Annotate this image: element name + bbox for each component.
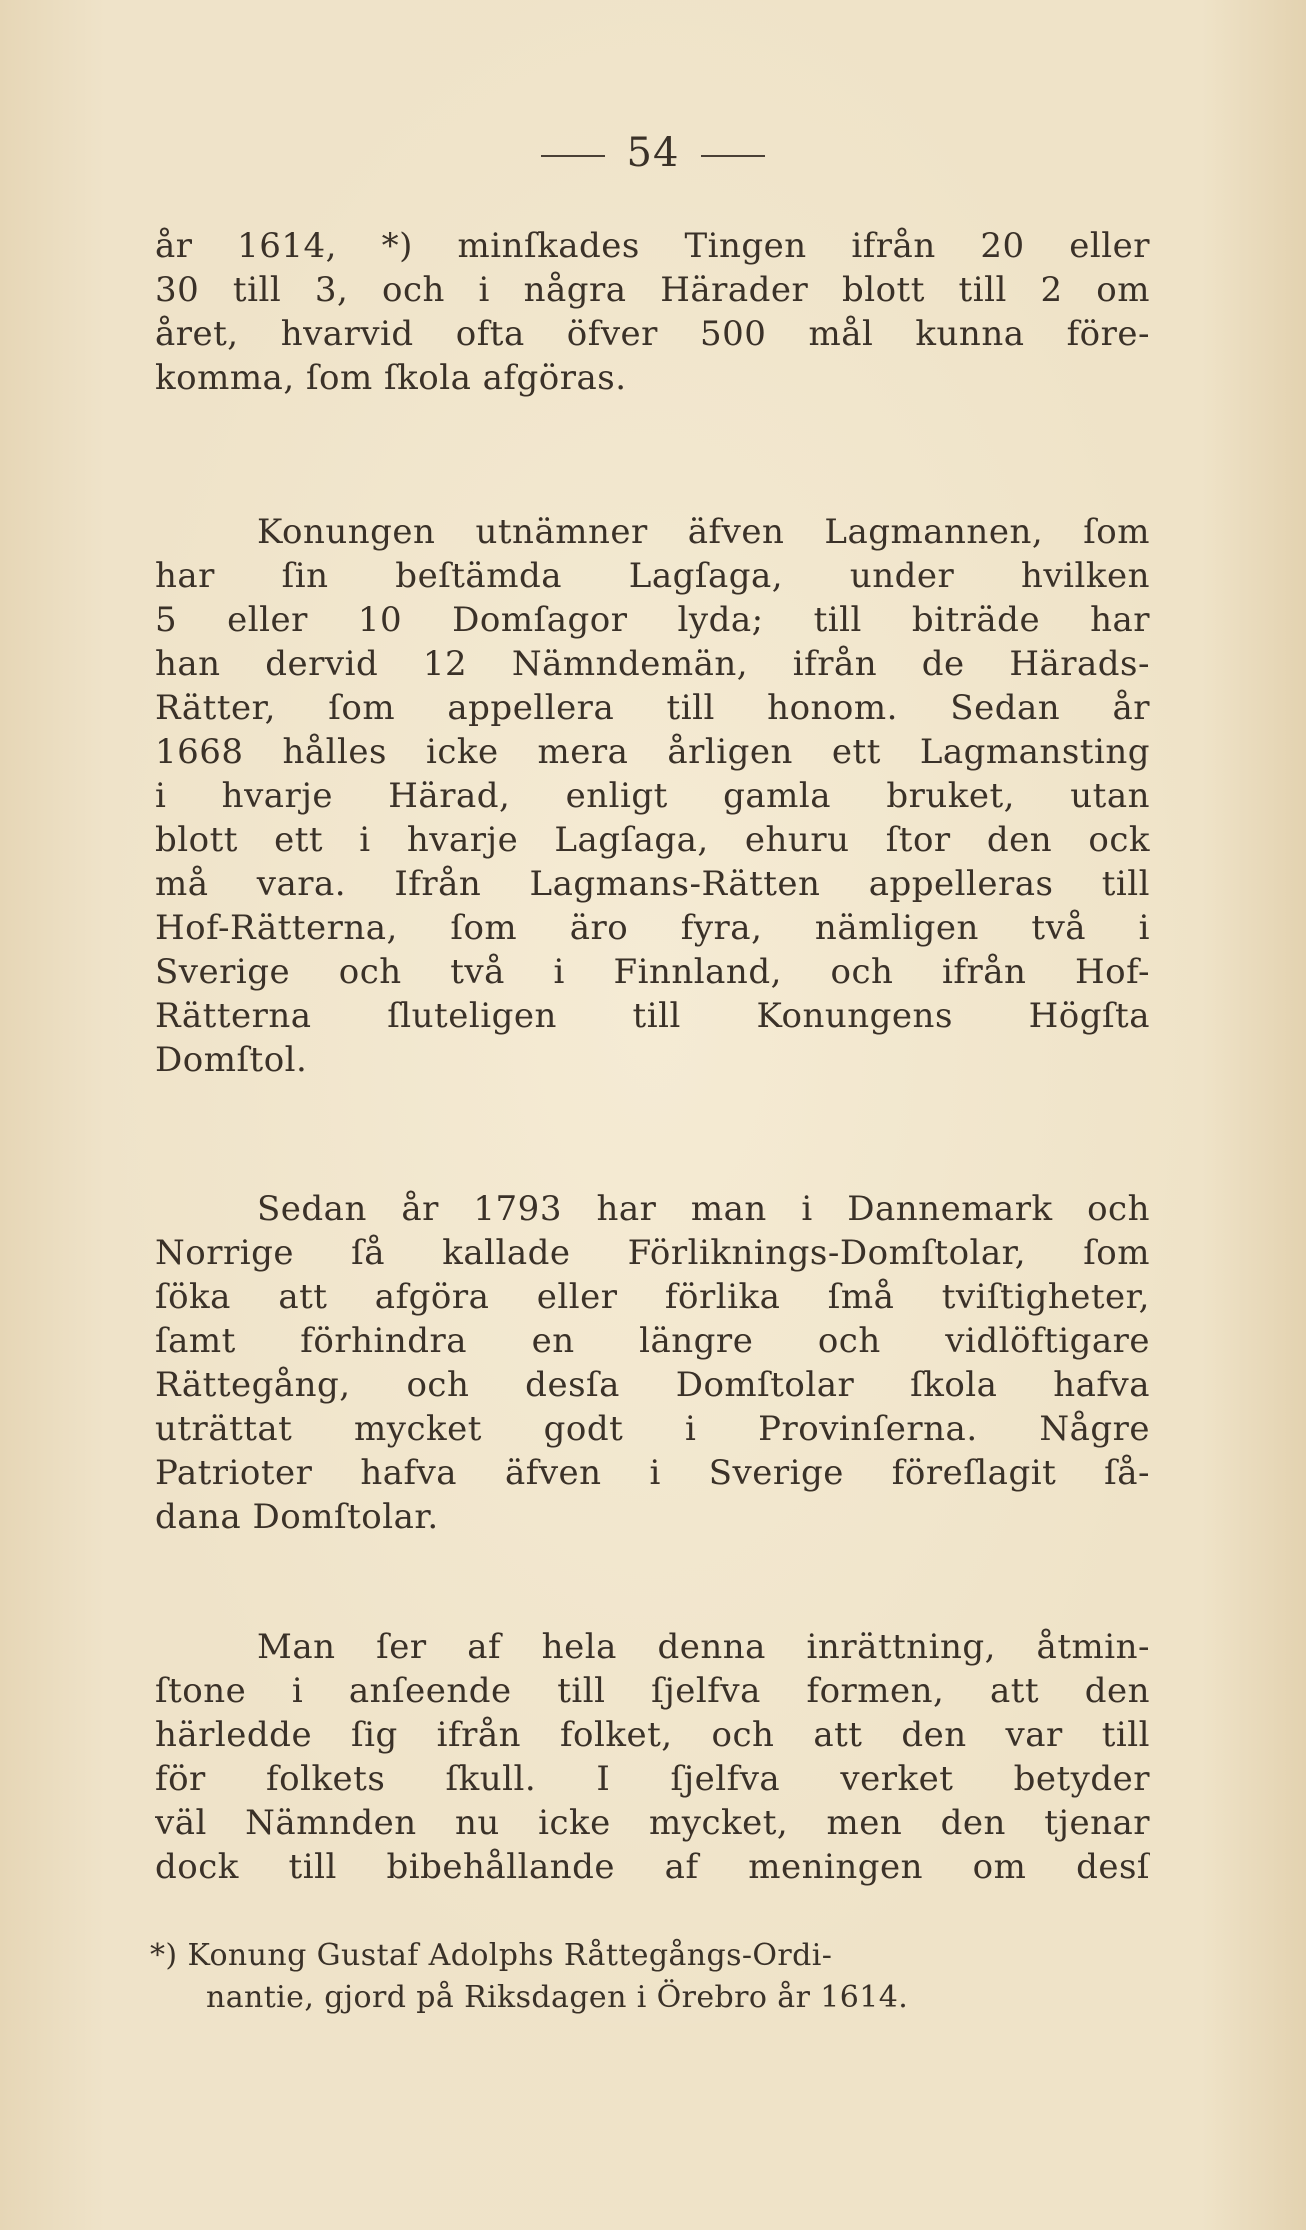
text-line: ſöka att afgöra eller förlika ſmå tviſtigheter, xyxy=(155,1277,1150,1317)
text-line: väl Nämnden nu icke mycket, men den tjenar xyxy=(155,1803,1150,1843)
text-line: Konungen utnämner äfven Lagmannen, ſom xyxy=(257,512,1150,552)
footnote-line: *) Konung Gustaf Adolphs Råttegångs-Ordi- xyxy=(150,1938,833,1973)
text-line: Norrige ſå kallade Förliknings-Domſtolar, ſom xyxy=(155,1233,1150,1273)
footnote xyxy=(150,1935,1150,2019)
text-line: Rätter, ſom appellera till honom. Sedan år xyxy=(155,688,1150,728)
text-line: Rätterna ſluteligen till Konungens Högſta xyxy=(155,996,1150,1036)
text-line: blott ett i hvarje Lagſaga, ehuru ſtor den ock xyxy=(155,820,1150,860)
paragraph-4 xyxy=(155,1625,1150,1889)
page-number: 54 xyxy=(626,130,680,176)
text-line: har ſin beſtämda Lagſaga, under hvilken xyxy=(155,556,1150,596)
text-line: året, hvarvid ofta öfver 500 mål kunna före- xyxy=(155,314,1150,354)
left-rule xyxy=(541,155,605,157)
text-line: Domſtol. xyxy=(155,1040,308,1080)
text-line: uträttat mycket godt i Provinſerna. Någre xyxy=(155,1409,1150,1449)
text-line: han dervid 12 Nämndemän, ifrån de Härads- xyxy=(155,644,1150,684)
text-line: 5 eller 10 Domſagor lyda; till biträde har xyxy=(155,600,1150,640)
text-line: må vara. Ifrån Lagmans-Rätten appelleras till xyxy=(155,864,1150,904)
text-line: år 1614, *) minſkades Tingen ifrån 20 eller xyxy=(155,226,1150,266)
text-line: ſtone i anſeende till ſjelfva formen, att den xyxy=(155,1671,1150,1711)
right-rule xyxy=(701,155,765,157)
text-line: härledde ſig ifrån folket, och att den var till xyxy=(155,1715,1150,1755)
text-line: 1668 hålles icke mera årligen ett Lagmansting xyxy=(155,732,1150,772)
text-line: för folkets ſkull. I ſjelfva verket betyder xyxy=(155,1759,1150,1799)
text-line: Rättegång, och desſa Domſtolar ſkola hafva xyxy=(155,1365,1150,1405)
text-line: Man ſer af hela denna inrättning, åtmin- xyxy=(257,1627,1150,1667)
paragraph-3 xyxy=(155,1187,1150,1539)
text-line: Sverige och två i Finnland, och ifrån Hof- xyxy=(155,952,1150,992)
text-line: ſamt förhindra en längre och vidlöftigare xyxy=(155,1321,1150,1361)
text-line: i hvarje Härad, enligt gamla bruket, utan xyxy=(155,776,1150,816)
text-line: dana Domſtolar. xyxy=(155,1497,439,1537)
text-line: 30 till 3, och i några Härader blott till 2 om xyxy=(155,270,1150,310)
paragraph-1 xyxy=(155,224,1150,400)
text-line: Sedan år 1793 har man i Dannemark och xyxy=(257,1189,1150,1229)
footnote-line: nantie, gjord på Riksdagen i Örebro år 1614. xyxy=(206,1980,909,2015)
text-line: komma, ſom ſkola afgöras. xyxy=(155,358,627,398)
paragraph-2 xyxy=(155,510,1150,1082)
text-line: Hof-Rätterna, ſom äro fyra, nämligen två i xyxy=(155,908,1150,948)
text-line: dock till bibehållande af meningen om desſ xyxy=(155,1847,1150,1887)
text-line: Patrioter hafva äfven i Sverige föreſlagit ſå- xyxy=(155,1453,1150,1493)
page-number-header xyxy=(0,130,1306,176)
